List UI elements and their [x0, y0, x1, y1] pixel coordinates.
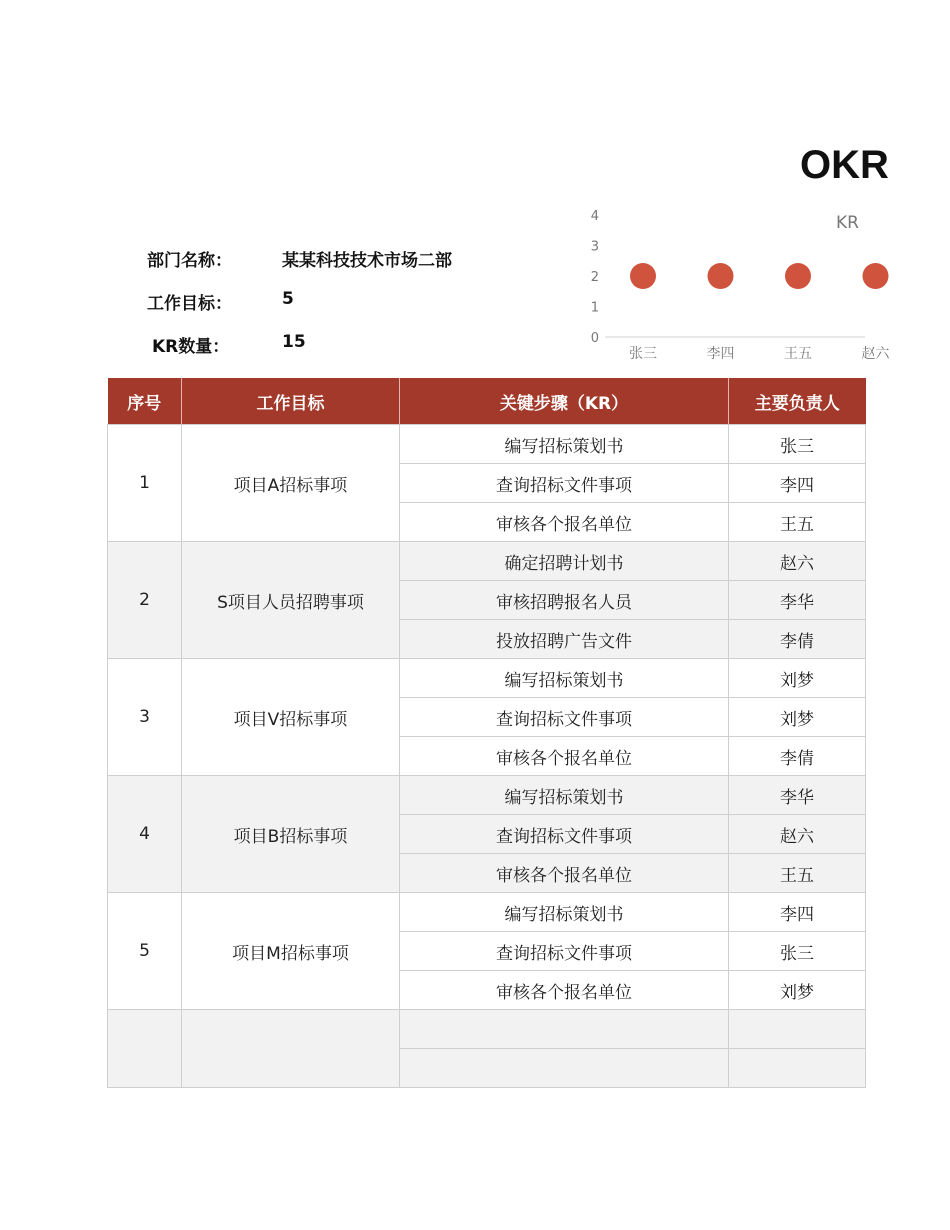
cell-kr: 审核各个报名单位 — [400, 854, 729, 893]
kr-count-label: KR数量： — [152, 337, 230, 357]
chart-y-tick-label: 0 — [590, 331, 599, 346]
cell-kr: 审核各个报名单位 — [400, 971, 729, 1010]
cell-kr: 投放招聘广告文件 — [400, 620, 729, 659]
header-goal: 工作目标 — [182, 378, 400, 425]
cell-owner: 李四 — [729, 464, 866, 503]
cell-kr — [400, 1010, 729, 1049]
cell-goal: S项目人员招聘事项 — [182, 542, 400, 659]
cell-kr: 审核各个报名单位 — [400, 737, 729, 776]
header-owner: 主要负责人 — [729, 378, 866, 425]
empty-row — [108, 1010, 866, 1049]
cell-goal — [182, 1010, 400, 1088]
cell-owner: 张三 — [729, 932, 866, 971]
chart-point — [630, 263, 656, 289]
cell-owner: 李倩 — [729, 737, 866, 776]
cell-goal: 项目M招标事项 — [182, 893, 400, 1010]
cell-owner: 李四 — [729, 893, 866, 932]
cell-index: 1 — [108, 425, 182, 542]
cell-kr: 查询招标文件事项 — [400, 815, 729, 854]
department-label: 部门名称： — [147, 251, 232, 271]
page-title: OKR — [800, 143, 889, 187]
chart-y-tick-label: 4 — [590, 209, 599, 224]
cell-kr: 查询招标文件事项 — [400, 932, 729, 971]
table-row — [108, 776, 866, 815]
cell-index: 5 — [108, 893, 182, 1010]
cell-index: 3 — [108, 659, 182, 776]
cell-index: 2 — [108, 542, 182, 659]
cell-kr: 查询招标文件事项 — [400, 698, 729, 737]
department-value: 某某科技技术市场二部 — [282, 251, 452, 271]
cell-kr: 确定招聘计划书 — [400, 542, 729, 581]
table-row — [108, 893, 866, 932]
goal-count-label: 工作目标： — [147, 294, 232, 314]
cell-owner: 李倩 — [729, 620, 866, 659]
cell-owner — [729, 1049, 866, 1088]
chart-point — [863, 263, 889, 289]
chart-x-tick-label: 赵六 — [861, 346, 890, 362]
goal-count-value: 5 — [282, 289, 294, 309]
cell-kr: 审核招聘报名人员 — [400, 581, 729, 620]
cell-goal: 项目V招标事项 — [182, 659, 400, 776]
cell-index — [108, 1010, 182, 1088]
table-header-row — [108, 378, 866, 425]
cell-kr — [400, 1049, 729, 1088]
okr-table — [107, 378, 866, 1088]
kr-chart-svg — [580, 200, 890, 370]
cell-index: 4 — [108, 776, 182, 893]
chart-x-tick-label: 王五 — [784, 346, 812, 362]
cell-kr: 编写招标策划书 — [400, 425, 729, 464]
cell-goal: 项目A招标事项 — [182, 425, 400, 542]
cell-kr: 查询招标文件事项 — [400, 464, 729, 503]
cell-owner: 王五 — [729, 503, 866, 542]
kr-chart — [580, 200, 890, 370]
cell-kr: 编写招标策划书 — [400, 893, 729, 932]
chart-y-tick-label: 1 — [590, 300, 599, 316]
chart-title: KR — [836, 213, 859, 233]
table-body — [108, 425, 866, 1088]
cell-kr: 编写招标策划书 — [400, 776, 729, 815]
cell-owner: 赵六 — [729, 542, 866, 581]
chart-x-tick-label: 张三 — [629, 346, 657, 362]
cell-kr: 审核各个报名单位 — [400, 503, 729, 542]
header-kr: 关键步骤（KR） — [400, 378, 729, 425]
chart-point — [785, 263, 811, 289]
cell-owner: 赵六 — [729, 815, 866, 854]
cell-goal: 项目B招标事项 — [182, 776, 400, 893]
cell-owner: 张三 — [729, 425, 866, 464]
cell-owner: 李华 — [729, 776, 866, 815]
cell-owner — [729, 1010, 866, 1049]
cell-owner: 刘梦 — [729, 698, 866, 737]
header-index: 序号 — [108, 378, 182, 425]
chart-y-tick-label: 2 — [590, 270, 599, 285]
table-row — [108, 542, 866, 581]
cell-owner: 刘梦 — [729, 971, 866, 1010]
table-row — [108, 425, 866, 464]
cell-owner: 王五 — [729, 854, 866, 893]
kr-count-value: 15 — [282, 332, 306, 352]
cell-kr: 编写招标策划书 — [400, 659, 729, 698]
cell-owner: 李华 — [729, 581, 866, 620]
cell-owner: 刘梦 — [729, 659, 866, 698]
chart-y-tick-label: 3 — [590, 239, 599, 255]
table-row — [108, 659, 866, 698]
chart-x-tick-label: 李四 — [706, 346, 735, 362]
chart-point — [708, 263, 734, 289]
